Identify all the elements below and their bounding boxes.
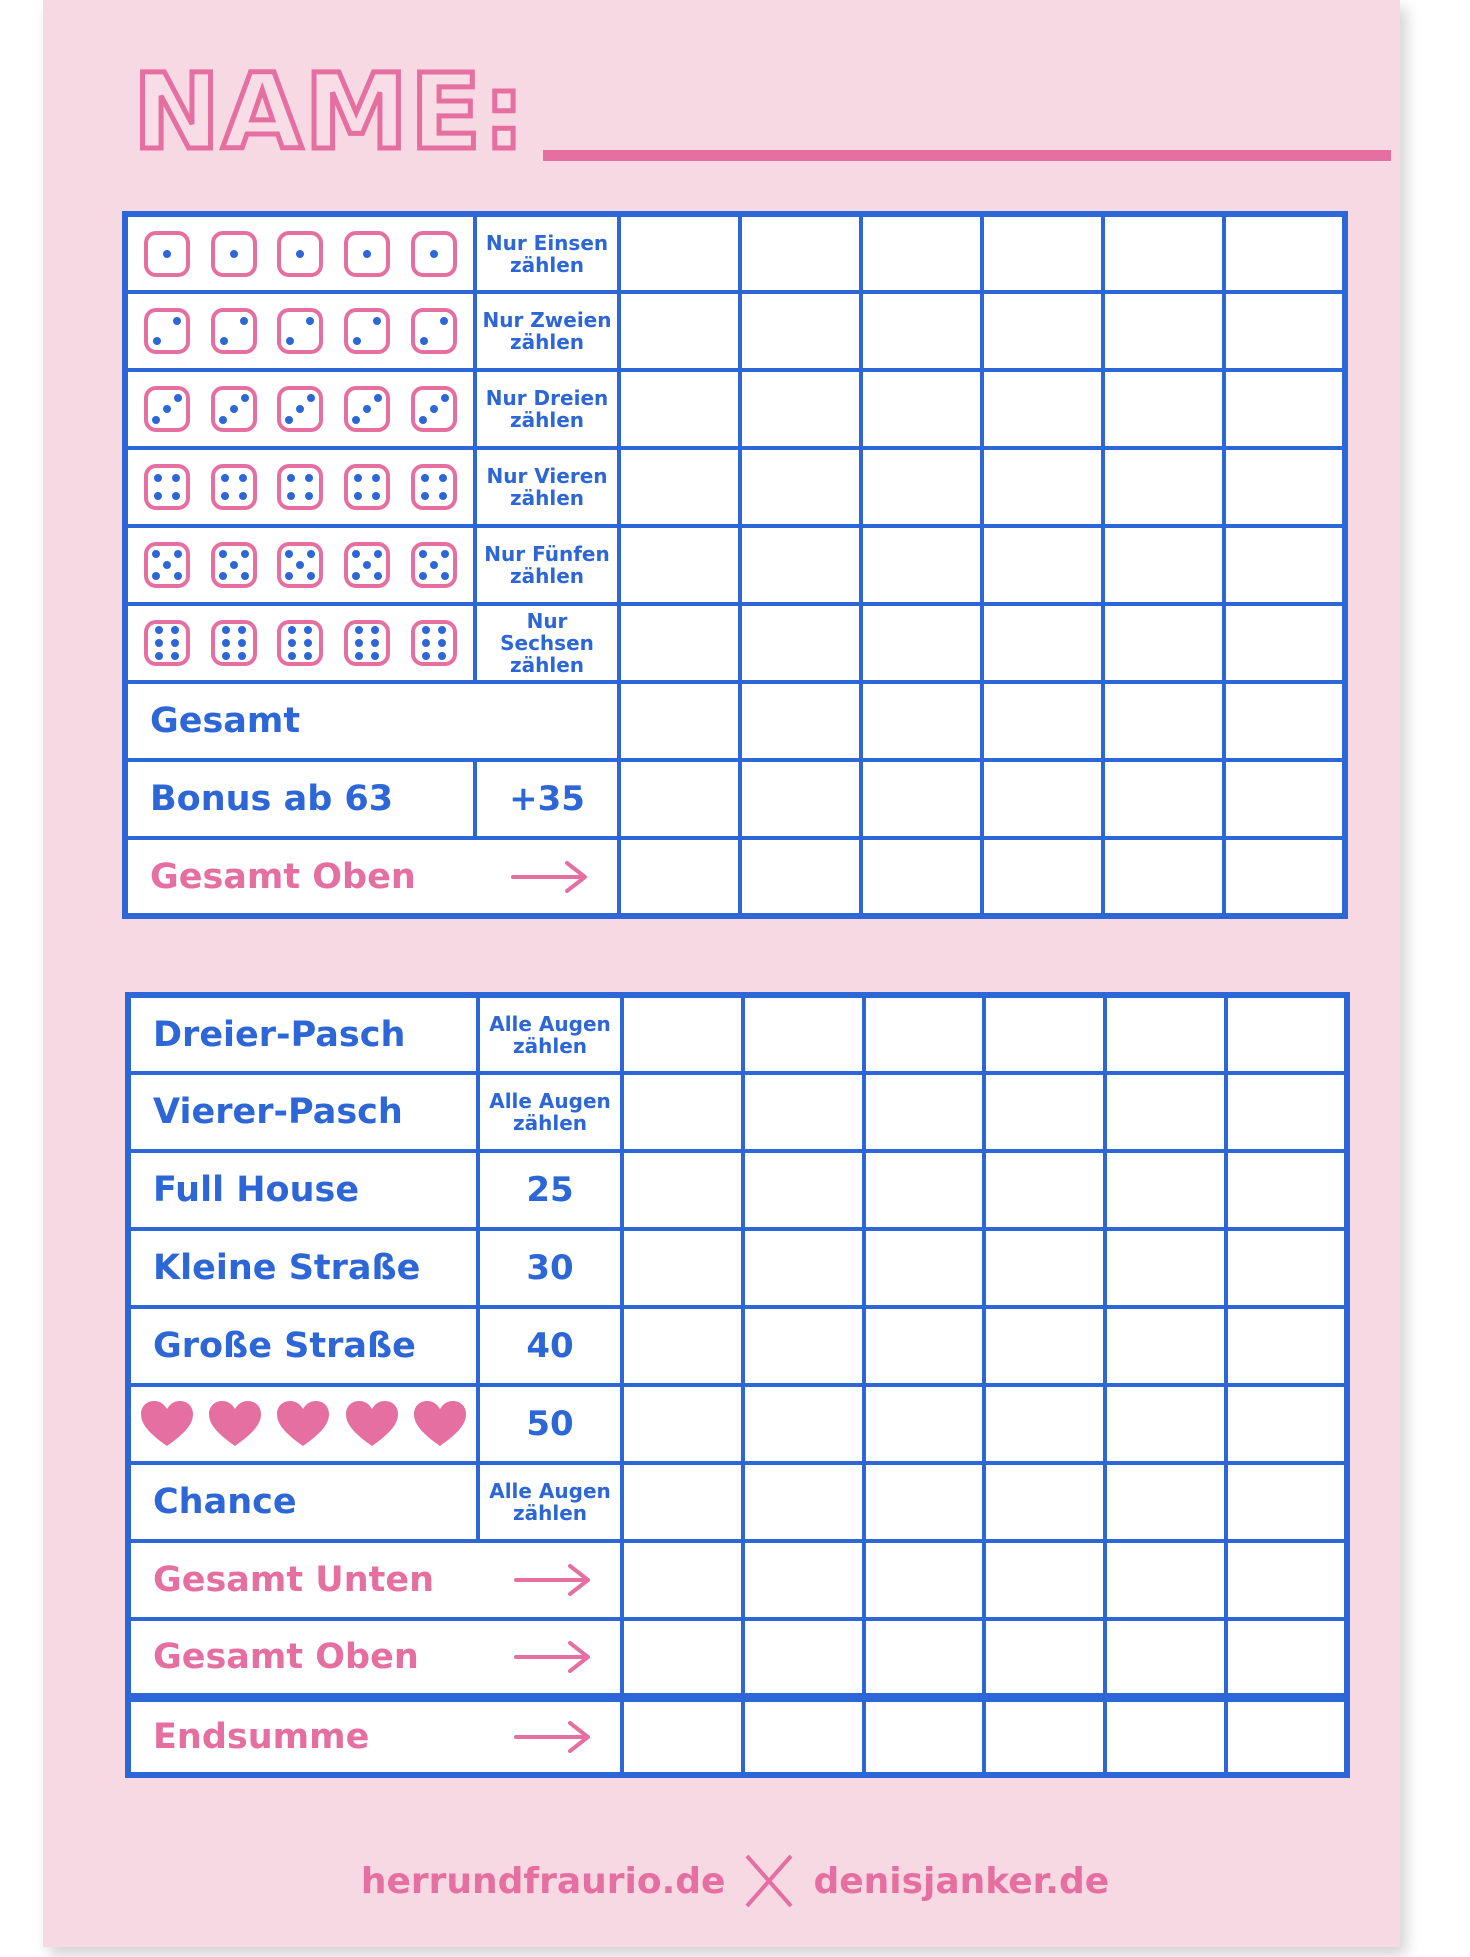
- score-cell-total-4[interactable]: [982, 682, 1103, 760]
- grand-total-label: Endsumme: [153, 1716, 370, 1757]
- score-cell-lower-3-3[interactable]: [864, 1151, 985, 1229]
- score-cell-bonus-5[interactable]: [1103, 760, 1224, 838]
- score-cell-upper-2-1[interactable]: [619, 292, 740, 370]
- score-cell-total-6[interactable]: [1224, 682, 1345, 760]
- score-cell-grand-total-3[interactable]: [864, 1697, 985, 1775]
- die-2-icon: [343, 307, 391, 355]
- heart-icon: [344, 1399, 400, 1449]
- hint-line-2: zählen: [512, 1501, 588, 1525]
- score-cell-grand-total-6[interactable]: [1226, 1697, 1347, 1775]
- lower-total-row: [128, 1541, 1347, 1619]
- die-4-icon: [143, 463, 191, 511]
- score-cell-lower-1-2[interactable]: [743, 995, 864, 1073]
- score-cell-upper-2-2[interactable]: [740, 292, 861, 370]
- score-cell-upper-3-3[interactable]: [861, 370, 982, 448]
- score-cell-upper-1-3[interactable]: [861, 214, 982, 292]
- score-cell-lower-7-1[interactable]: [622, 1463, 743, 1541]
- score-cell-lower-4-2[interactable]: [743, 1229, 864, 1307]
- hint-line-2: zählen: [512, 1033, 588, 1058]
- score-cell-lower-1-5[interactable]: [1105, 995, 1226, 1073]
- hint-line-2: zählen: [512, 1111, 588, 1135]
- score-cell-lower-5-3[interactable]: [864, 1307, 985, 1385]
- die-5-icon: [343, 541, 391, 589]
- heart-icon: [207, 1399, 263, 1449]
- score-cell-lower-total-6[interactable]: [1226, 1541, 1347, 1619]
- grand-total-label-cell: [128, 1697, 622, 1775]
- hint-text: [480, 1480, 620, 1524]
- upper-row-5: [125, 526, 1345, 604]
- score-cell-lower-6-3[interactable]: [864, 1385, 985, 1463]
- score-cell-upper-total-3[interactable]: [861, 838, 982, 916]
- die-2-icon: [210, 307, 258, 355]
- bonus-value: +35: [475, 760, 619, 838]
- score-cell-lower-total-1[interactable]: [622, 1541, 743, 1619]
- die-3-icon: [343, 385, 391, 433]
- score-cell-lower-1-4[interactable]: [984, 995, 1105, 1073]
- dice-cell: [125, 292, 475, 370]
- score-cell-total-2[interactable]: [740, 682, 861, 760]
- hint-cell: [475, 604, 619, 682]
- score-cell-upper-4-1[interactable]: [619, 448, 740, 526]
- dice-row: [128, 541, 473, 589]
- score-cell-upper-total-6[interactable]: [1224, 838, 1345, 916]
- score-cell-lower-2-2[interactable]: [743, 1073, 864, 1151]
- arrow-right-icon: [514, 1637, 592, 1677]
- grand-total-row: [128, 1697, 1347, 1775]
- score-cell-upper-5-1[interactable]: [619, 526, 740, 604]
- name-line[interactable]: [543, 150, 1391, 161]
- die-2-icon: [410, 307, 458, 355]
- lower-upper-total-label: Gesamt Oben: [153, 1636, 419, 1677]
- score-cell-upper-3-4[interactable]: [982, 370, 1103, 448]
- die-4-icon: [276, 463, 324, 511]
- die-1-icon: [143, 230, 191, 278]
- dice-cell: [125, 214, 475, 292]
- score-cell-lower-upper-total-5[interactable]: [1105, 1619, 1226, 1697]
- name-title: NAME:: [133, 51, 527, 173]
- hint-text: [477, 232, 617, 276]
- score-cell-upper-total-1[interactable]: [619, 838, 740, 916]
- score-cell-lower-3-4[interactable]: [984, 1151, 1105, 1229]
- hint-line-2: zählen: [509, 564, 585, 588]
- lower-label-cell: Dreier-Pasch: [128, 995, 478, 1073]
- score-cell-upper-6-6[interactable]: [1224, 604, 1345, 682]
- score-cell-upper-3-1[interactable]: [619, 370, 740, 448]
- hint-line-2: zählen: [509, 408, 585, 432]
- upper-row-4: [125, 448, 1345, 526]
- score-cell-upper-6-5[interactable]: [1103, 604, 1224, 682]
- score-cell-lower-total-5[interactable]: [1105, 1541, 1226, 1619]
- score-cell-total-1[interactable]: [619, 682, 740, 760]
- die-5-icon: [143, 541, 191, 589]
- score-cell-lower-7-5[interactable]: [1105, 1463, 1226, 1541]
- dice-cell: [125, 370, 475, 448]
- score-cell-lower-upper-total-4[interactable]: [984, 1619, 1105, 1697]
- lower-label-cell: Chance: [128, 1463, 478, 1541]
- hint-cell: [475, 448, 619, 526]
- upper-total-label-wrap: [128, 857, 617, 897]
- score-cell-upper-4-3[interactable]: [861, 448, 982, 526]
- upper-row-1: [125, 214, 1345, 292]
- hearts-row: [131, 1399, 476, 1449]
- score-cell-lower-2-5[interactable]: [1105, 1073, 1226, 1151]
- lower-label-cell: [128, 1385, 478, 1463]
- score-cell-lower-3-1[interactable]: [622, 1151, 743, 1229]
- hint-text: [477, 387, 617, 431]
- footer-right-link[interactable]: denisjanker.de: [813, 1860, 1110, 1902]
- score-cell-grand-total-4[interactable]: [984, 1697, 1105, 1775]
- footer-left-link[interactable]: herrundfraurio.de: [360, 1860, 726, 1902]
- lower-total-label-cell: [128, 1541, 622, 1619]
- score-cell-lower-6-2[interactable]: [743, 1385, 864, 1463]
- score-cell-lower-6-1[interactable]: [622, 1385, 743, 1463]
- lower-row-6: [128, 1385, 1347, 1463]
- bonus-label: Bonus ab 63: [125, 760, 475, 838]
- cross-icon: [743, 1852, 795, 1910]
- hint-line-2: zählen: [509, 252, 585, 277]
- score-cell-upper-total-4[interactable]: [982, 838, 1103, 916]
- hint-line-1: Nur Dreien: [485, 386, 609, 410]
- lower-row-3: [128, 1151, 1347, 1229]
- score-cell-upper-3-5[interactable]: [1103, 370, 1224, 448]
- score-cell-upper-6-4[interactable]: [982, 604, 1103, 682]
- score-cell-bonus-4[interactable]: [982, 760, 1103, 838]
- score-cell-lower-5-2[interactable]: [743, 1307, 864, 1385]
- score-cell-grand-total-2[interactable]: [743, 1697, 864, 1775]
- total-row: [125, 682, 1345, 760]
- heart-icon: [275, 1399, 331, 1449]
- hint-text: [477, 309, 617, 353]
- score-cell-lower-7-6[interactable]: [1226, 1463, 1347, 1541]
- points-value: 30: [478, 1229, 622, 1307]
- score-cell-upper-1-2[interactable]: [740, 214, 861, 292]
- hint-line-2: zählen: [509, 653, 585, 677]
- grand-total-label-wrap: [131, 1717, 620, 1757]
- hint-line-1: Nur Fünfen: [484, 542, 610, 566]
- score-cell-lower-7-2[interactable]: [743, 1463, 864, 1541]
- score-cell-lower-4-3[interactable]: [864, 1229, 985, 1307]
- lower-row-7: [128, 1463, 1347, 1541]
- dice-cell: [125, 526, 475, 604]
- hint-text: [480, 1090, 620, 1134]
- score-cell-lower-total-2[interactable]: [743, 1541, 864, 1619]
- score-cell-lower-1-1[interactable]: [622, 995, 743, 1073]
- score-cell-lower-5-5[interactable]: [1105, 1307, 1226, 1385]
- die-1-icon: [410, 230, 458, 278]
- score-cell-lower-2-3[interactable]: [864, 1073, 985, 1151]
- score-cell-total-5[interactable]: [1103, 682, 1224, 760]
- score-cell-upper-1-4[interactable]: [982, 214, 1103, 292]
- hint-text: [480, 1013, 620, 1057]
- hint-cell: [478, 995, 622, 1073]
- score-cell-lower-4-5[interactable]: [1105, 1229, 1226, 1307]
- score-cell-upper-3-2[interactable]: [740, 370, 861, 448]
- lower-total-label-wrap: [131, 1560, 620, 1600]
- score-cell-upper-4-6[interactable]: [1224, 448, 1345, 526]
- score-cell-lower-5-4[interactable]: [984, 1307, 1105, 1385]
- points-value: 40: [478, 1307, 622, 1385]
- upper-total-row: [125, 838, 1345, 916]
- upper-section-table: [122, 211, 1348, 919]
- hint-cell: [478, 1073, 622, 1151]
- arrow-right-icon: [514, 1717, 592, 1757]
- score-cell-lower-total-3[interactable]: [864, 1541, 985, 1619]
- score-cell-lower-total-4[interactable]: [984, 1541, 1105, 1619]
- score-cell-lower-upper-total-6[interactable]: [1226, 1619, 1347, 1697]
- die-3-icon: [276, 385, 324, 433]
- die-1-icon: [343, 230, 391, 278]
- footer: [0, 1852, 1470, 1910]
- upper-total-label-cell: [125, 838, 619, 916]
- dice-row: [128, 230, 473, 278]
- score-cell-bonus-3[interactable]: [861, 760, 982, 838]
- score-cell-lower-3-5[interactable]: [1105, 1151, 1226, 1229]
- score-cell-upper-1-1[interactable]: [619, 214, 740, 292]
- die-3-icon: [210, 385, 258, 433]
- lower-row-2: [128, 1073, 1347, 1151]
- score-cell-lower-4-1[interactable]: [622, 1229, 743, 1307]
- die-3-icon: [410, 385, 458, 433]
- hint-line-1: Nur Einsen: [485, 230, 609, 255]
- hint-cell: [475, 370, 619, 448]
- dice-row: [128, 385, 473, 433]
- score-cell-lower-2-6[interactable]: [1226, 1073, 1347, 1151]
- score-cell-grand-total-1[interactable]: [622, 1697, 743, 1775]
- score-cell-lower-2-4[interactable]: [984, 1073, 1105, 1151]
- lower-upper-total-label-cell: [128, 1619, 622, 1697]
- score-cell-upper-1-6[interactable]: [1224, 214, 1345, 292]
- lower-row-5: [128, 1307, 1347, 1385]
- lower-row-1: [128, 995, 1347, 1073]
- hint-line-1: Nur Sechsen: [500, 609, 594, 655]
- score-cell-bonus-2[interactable]: [740, 760, 861, 838]
- lower-total-label: Gesamt Unten: [153, 1560, 435, 1600]
- score-cell-lower-5-6[interactable]: [1226, 1307, 1347, 1385]
- score-cell-lower-upper-total-2[interactable]: [743, 1619, 864, 1697]
- die-2-icon: [276, 307, 324, 355]
- score-cell-total-3[interactable]: [861, 682, 982, 760]
- die-6-icon: [143, 619, 191, 667]
- score-cell-lower-3-6[interactable]: [1226, 1151, 1347, 1229]
- lower-upper-total-label-wrap: [131, 1637, 620, 1677]
- bonus-row: [125, 760, 1345, 838]
- lower-section-table: [125, 992, 1350, 1778]
- score-cell-upper-2-4[interactable]: [982, 292, 1103, 370]
- upper-row-3: [125, 370, 1345, 448]
- dice-row: [128, 463, 473, 511]
- score-cell-lower-6-5[interactable]: [1105, 1385, 1226, 1463]
- hint-line-1: Alle Augen: [489, 1089, 611, 1113]
- die-6-icon: [343, 619, 391, 667]
- die-4-icon: [410, 463, 458, 511]
- die-4-icon: [343, 463, 391, 511]
- points-value: 50: [478, 1385, 622, 1463]
- heart-icon: [139, 1399, 195, 1449]
- score-cell-upper-total-5[interactable]: [1103, 838, 1224, 916]
- score-cell-upper-6-3[interactable]: [861, 604, 982, 682]
- arrow-right-icon: [511, 857, 589, 897]
- lower-label-cell: Kleine Straße: [128, 1229, 478, 1307]
- lower-upper-total-row: [128, 1619, 1347, 1697]
- die-5-icon: [410, 541, 458, 589]
- score-cell-lower-6-4[interactable]: [984, 1385, 1105, 1463]
- die-2-icon: [143, 307, 191, 355]
- die-6-icon: [276, 619, 324, 667]
- score-cell-upper-6-2[interactable]: [740, 604, 861, 682]
- hint-cell: [478, 1463, 622, 1541]
- lower-row-4: [128, 1229, 1347, 1307]
- score-cell-upper-3-6[interactable]: [1224, 370, 1345, 448]
- score-cell-lower-4-4[interactable]: [984, 1229, 1105, 1307]
- score-cell-upper-1-5[interactable]: [1103, 214, 1224, 292]
- hint-text: [477, 465, 617, 509]
- score-cell-upper-5-3[interactable]: [861, 526, 982, 604]
- die-5-icon: [276, 541, 324, 589]
- upper-total-label: Gesamt Oben: [150, 856, 416, 897]
- score-cell-upper-5-5[interactable]: [1103, 526, 1224, 604]
- score-cell-lower-5-1[interactable]: [622, 1307, 743, 1385]
- die-5-icon: [210, 541, 258, 589]
- lower-label-cell: Vierer-Pasch: [128, 1073, 478, 1151]
- points-value: 25: [478, 1151, 622, 1229]
- arrow-right-icon: [514, 1560, 592, 1600]
- score-cell-upper-2-5[interactable]: [1103, 292, 1224, 370]
- score-cell-lower-7-3[interactable]: [864, 1463, 985, 1541]
- score-cell-lower-upper-total-3[interactable]: [864, 1619, 985, 1697]
- score-cell-lower-3-2[interactable]: [743, 1151, 864, 1229]
- score-cell-upper-total-2[interactable]: [740, 838, 861, 916]
- upper-row-6: [125, 604, 1345, 682]
- hint-line-1: Alle Augen: [489, 1479, 611, 1503]
- hint-cell: [475, 292, 619, 370]
- hint-line-2: zählen: [509, 330, 585, 354]
- die-1-icon: [210, 230, 258, 278]
- score-cell-lower-4-6[interactable]: [1226, 1229, 1347, 1307]
- score-cell-upper-6-1[interactable]: [619, 604, 740, 682]
- die-4-icon: [210, 463, 258, 511]
- score-cell-upper-4-4[interactable]: [982, 448, 1103, 526]
- score-cell-upper-4-2[interactable]: [740, 448, 861, 526]
- score-cell-lower-7-4[interactable]: [984, 1463, 1105, 1541]
- dice-cell: [125, 604, 475, 682]
- die-3-icon: [143, 385, 191, 433]
- die-6-icon: [210, 619, 258, 667]
- hint-cell: [475, 214, 619, 292]
- score-cell-lower-2-1[interactable]: [622, 1073, 743, 1151]
- hint-line-2: zählen: [509, 486, 585, 510]
- dice-row: [128, 307, 473, 355]
- heart-icon: [412, 1399, 468, 1449]
- score-cell-upper-4-5[interactable]: [1103, 448, 1224, 526]
- upper-row-2: [125, 292, 1345, 370]
- score-cell-upper-5-2[interactable]: [740, 526, 861, 604]
- hint-text: [477, 610, 617, 676]
- die-6-icon: [410, 619, 458, 667]
- score-cell-lower-1-6[interactable]: [1226, 995, 1347, 1073]
- hint-line-1: Alle Augen: [489, 1011, 611, 1036]
- hint-cell: [475, 526, 619, 604]
- score-cell-bonus-1[interactable]: [619, 760, 740, 838]
- score-cell-upper-2-3[interactable]: [861, 292, 982, 370]
- hint-line-1: Nur Vieren: [486, 464, 608, 488]
- score-cell-grand-total-5[interactable]: [1105, 1697, 1226, 1775]
- score-cell-upper-5-6[interactable]: [1224, 526, 1345, 604]
- score-cell-upper-5-4[interactable]: [982, 526, 1103, 604]
- score-cell-lower-1-3[interactable]: [864, 995, 985, 1073]
- lower-label-cell: Große Straße: [128, 1307, 478, 1385]
- lower-label-cell: Full House: [128, 1151, 478, 1229]
- score-cell-upper-2-6[interactable]: [1224, 292, 1345, 370]
- score-cell-lower-6-6[interactable]: [1226, 1385, 1347, 1463]
- hint-line-1: Nur Zweien: [482, 308, 612, 332]
- total-label: Gesamt: [125, 682, 619, 760]
- dice-row: [128, 619, 473, 667]
- score-cell-lower-upper-total-1[interactable]: [622, 1619, 743, 1697]
- score-cell-bonus-6[interactable]: [1224, 760, 1345, 838]
- die-1-icon: [276, 230, 324, 278]
- hint-text: [477, 543, 617, 587]
- dice-cell: [125, 448, 475, 526]
